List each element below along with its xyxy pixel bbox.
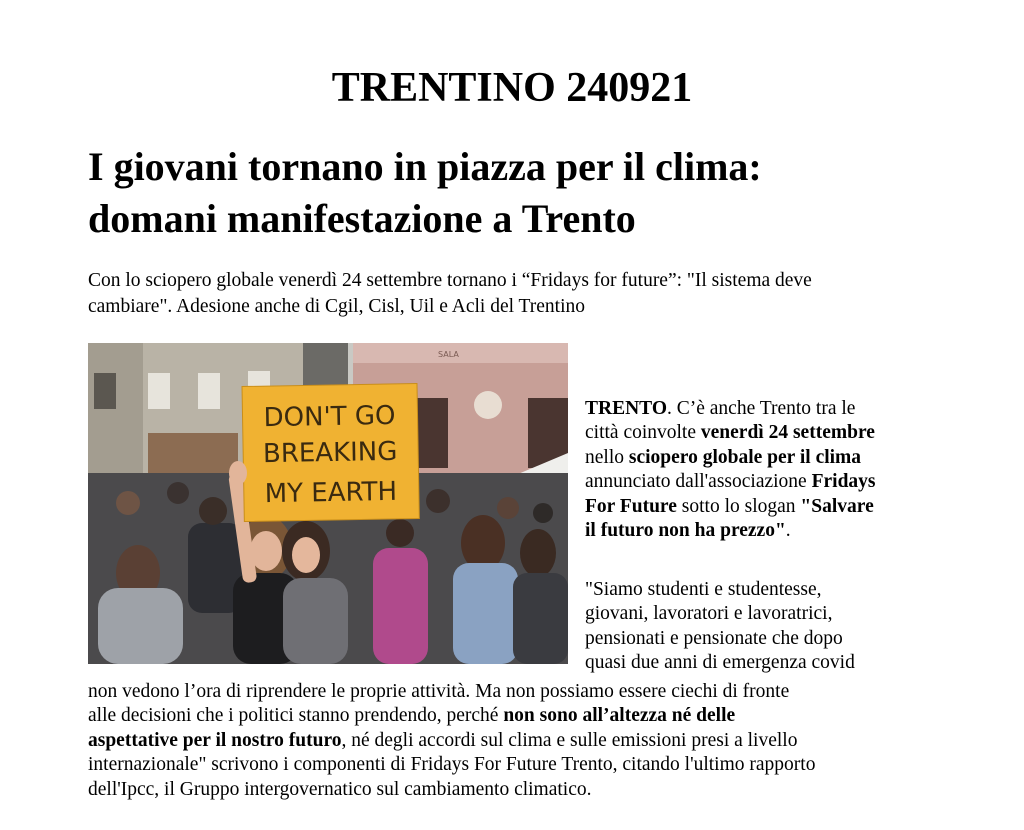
bold-text: For Future (585, 495, 677, 517)
sign-text-line: MY EARTH (264, 476, 398, 510)
subtitle-line: Con lo sciopero globale venerdì 24 settembre tornano i “Fridays for future”: "Il sistema deve (88, 270, 812, 291)
paragraph-line (585, 397, 1005, 421)
paragraph-line: non vedono l’ora di riprendere le proprie attività. Ma non possiamo essere ciechi di fronte (88, 681, 790, 702)
page-title: TRENTINO 240921 (331, 65, 693, 111)
article-paragraph-2-top (585, 578, 1005, 676)
sign-text-line: DON'T GO (263, 400, 396, 434)
bold-text: aspettative per il nostro futuro (88, 729, 342, 751)
text: sotto lo slogan (676, 495, 801, 517)
text: . C’è anche Trento tra le (667, 398, 856, 419)
paragraph-line: giovani, lavoratori e lavoratrici, (585, 603, 833, 625)
sign-text-line: BREAKING (262, 436, 398, 470)
article-headline (88, 141, 948, 245)
paragraph-line: quasi due anni di emergenza covid (585, 652, 855, 674)
paragraph-line (585, 446, 1005, 470)
protest-photo (88, 343, 568, 664)
text: città coinvolte (585, 422, 701, 444)
paragraph-line: "Siamo studenti e studentesse, (585, 579, 822, 600)
paragraph-line (585, 421, 1005, 445)
headline-line: domani manifestazione a Trento (88, 196, 636, 241)
bold-text: il futuro non ha prezzo" (585, 520, 786, 542)
text: alle decisioni che i politici stanno prendendo, perché (88, 705, 504, 727)
headline-line: I giovani tornano in piazza per il clima: (88, 144, 762, 189)
text: , né degli accordi sul clima e sulle emissioni presi a livello (341, 729, 798, 751)
paragraph-line: internazionale" scrivono i componenti di Fridays For Future Trento, citando l'ultimo rapporto (88, 754, 816, 776)
protest-photo-illustration (88, 343, 568, 664)
bold-text: TRENTO (585, 398, 667, 419)
paragraph-line (88, 729, 988, 753)
bold-text: "Salvare (800, 495, 874, 517)
paragraph-line (88, 704, 988, 728)
bold-text: Fridays (811, 471, 876, 493)
bold-text: venerdì 24 settembre (700, 422, 875, 444)
text: annunciato dall'associazione (585, 471, 812, 493)
text: . (785, 520, 791, 542)
paragraph-line: dell'Ipcc, il Gruppo intergovernatico sul cambiamento climatico. (88, 778, 592, 800)
article-subtitle (88, 268, 948, 320)
paragraph-line (585, 495, 1005, 519)
building-sign-text: SALA (438, 350, 459, 359)
article-paragraph-2-bottom (88, 680, 988, 802)
article-paragraph-1 (585, 397, 1005, 543)
bold-text: non sono all’altezza né delle (503, 705, 736, 727)
text: nello (585, 446, 629, 468)
paragraph-line (585, 519, 1005, 543)
paragraph-line (585, 470, 1005, 494)
subtitle-line: cambiare". Adesione anche di Cgil, Cisl, Uil e Acli del Trentino (88, 296, 586, 317)
bold-text: sciopero globale per il clima (628, 446, 862, 468)
paragraph-line: pensionati e pensionate che dopo (585, 627, 843, 649)
